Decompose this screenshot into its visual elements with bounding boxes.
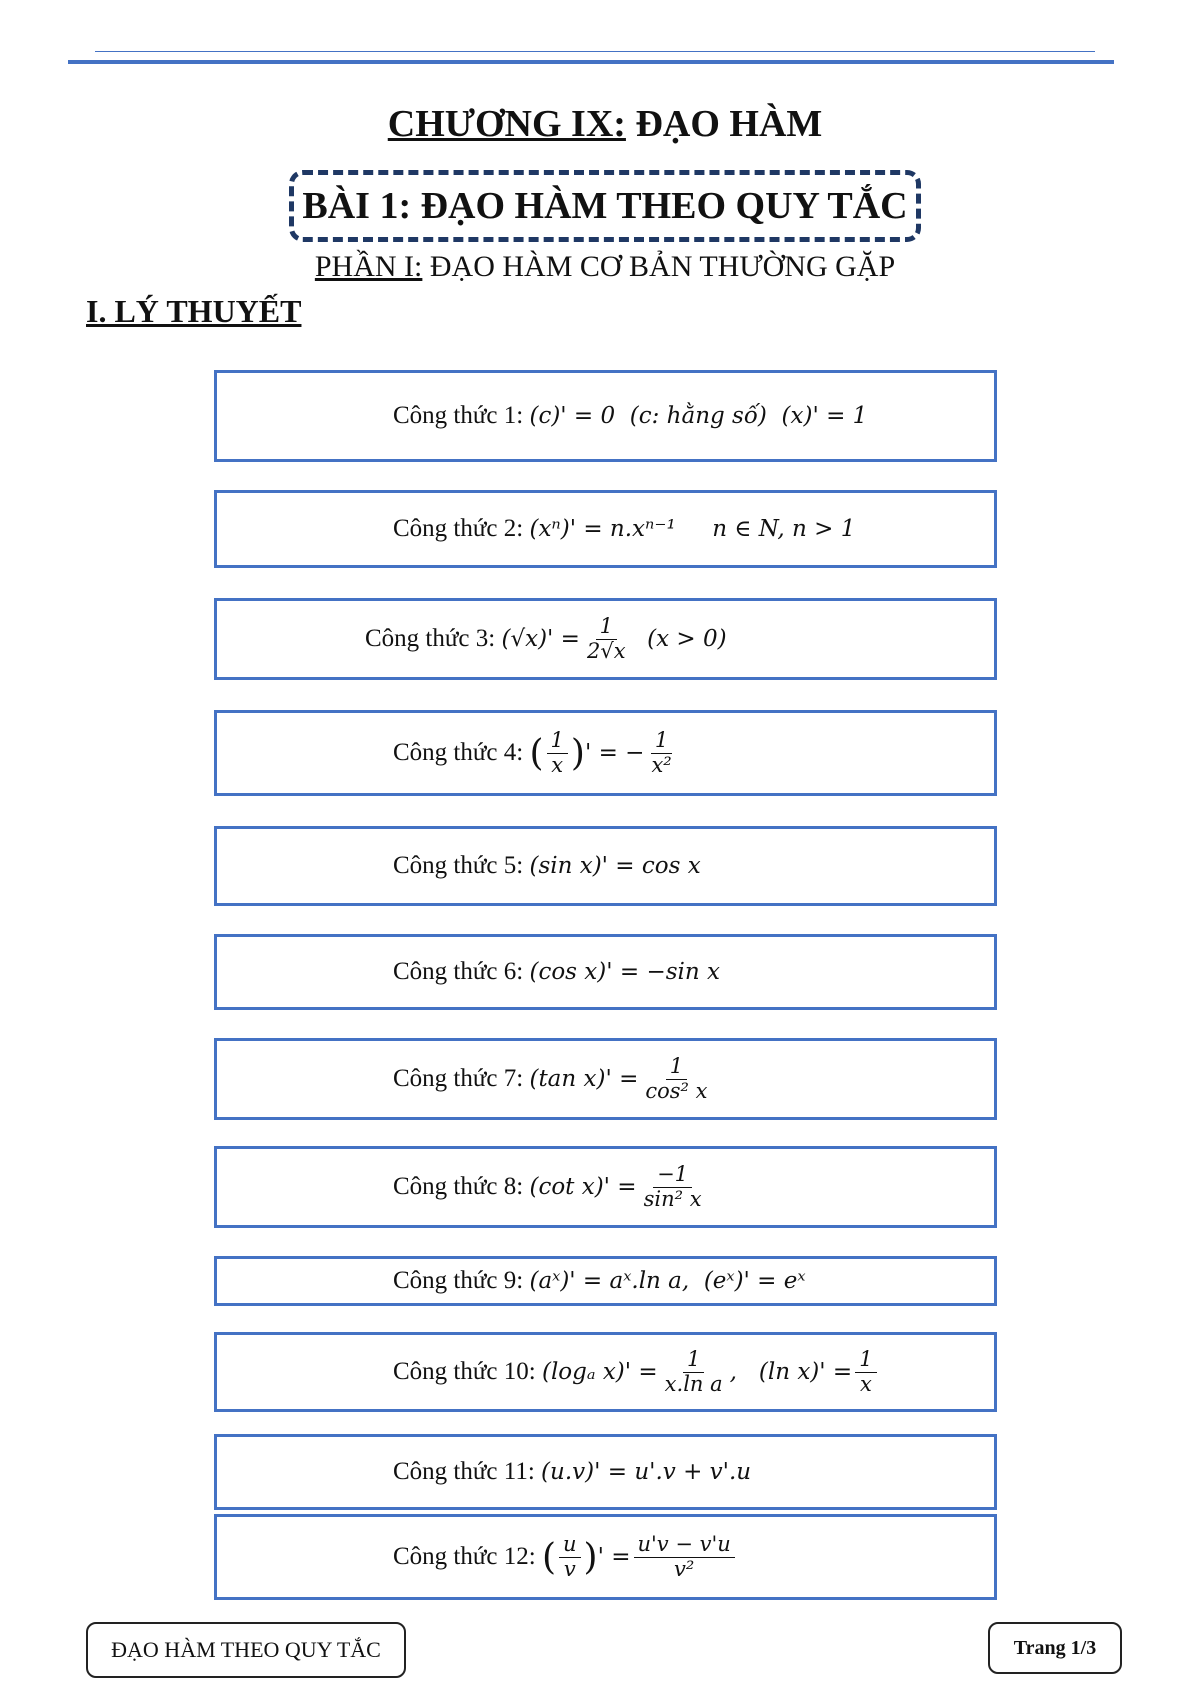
formula-label: Công thức 3: <box>365 625 496 652</box>
fraction-numerator: 1 <box>547 729 568 753</box>
formula-label: Công thức 7: <box>393 1065 524 1092</box>
formula-lhs: (cot x)' = <box>529 1174 637 1200</box>
formula-expression: ( $\frac{1}{x}$ ) ' = − $\frac{1}{\text{x²}}$ <box>529 729 678 776</box>
formula-box-2 <box>214 490 997 568</box>
fraction-denominator: x <box>859 1371 872 1396</box>
formula-fraction <box>583 615 630 662</box>
formula-box-3 <box>214 598 997 680</box>
formula-expression <box>529 1055 714 1102</box>
formula-box-1 <box>214 370 997 462</box>
fraction-denominator: x.ln a <box>664 1371 723 1396</box>
formula-expression <box>501 615 726 662</box>
formula-middle: , (ln x)' = <box>729 1359 853 1385</box>
section-title: I. LÝ THUYẾT <box>86 293 302 329</box>
formula-label: Công thức 6: <box>393 958 524 985</box>
formula-expression: (cos x)' = −sin x <box>529 959 720 985</box>
fraction-denominator: v² <box>673 1556 695 1581</box>
formula-box-10 <box>214 1332 997 1412</box>
fraction-denominator: sin² x <box>643 1186 702 1211</box>
formula-expression <box>529 1163 708 1210</box>
fraction-denominator: x² <box>651 752 672 777</box>
formula-middle: ' = − <box>584 740 645 766</box>
footer-title-box <box>86 1622 406 1678</box>
part-label: PHẦN I: <box>314 250 423 283</box>
fraction-denominator: cos² x <box>645 1078 708 1103</box>
page-number: Trang 1/3 <box>1013 1636 1097 1659</box>
formula-fraction <box>647 729 675 776</box>
formula-label: Công thức 12: <box>393 1543 536 1570</box>
formula-fraction <box>634 1533 735 1580</box>
formula-lhs: (logₐ x)' = <box>541 1359 658 1385</box>
formula-label: Công thức 4: <box>393 739 524 766</box>
formula-fraction <box>641 1055 711 1102</box>
fraction-numerator: u'v − v'u <box>634 1533 735 1557</box>
formula-lhs: (√x)' = <box>501 626 580 652</box>
formula-lhs: (tan x)' = <box>529 1066 639 1092</box>
fraction-numerator: 1 <box>596 615 617 639</box>
formula-label: Công thức 11: <box>393 1458 535 1485</box>
formula-fraction <box>661 1348 727 1395</box>
header-rule-thick <box>68 60 1114 64</box>
formula-box-5 <box>214 826 997 906</box>
header-rule-thin <box>95 51 1095 52</box>
fraction-numerator: u <box>559 1533 581 1557</box>
formula-box-8 <box>214 1146 997 1228</box>
part-title: ĐẠO HÀM CƠ BẢN THƯỜNG GẶP <box>429 250 896 283</box>
formula-box-9 <box>214 1256 997 1306</box>
formula-expression: (xⁿ)' = n.xⁿ⁻¹ n ∈ N, n > 1 <box>529 516 856 542</box>
lesson-title-box <box>289 170 921 242</box>
fraction-numerator: 1 <box>666 1055 687 1079</box>
fraction-numerator: −1 <box>653 1163 692 1187</box>
formula-fraction-lhs <box>559 1533 581 1580</box>
fraction-numerator: 1 <box>683 1348 704 1372</box>
formula-box-4 <box>214 710 997 796</box>
formula-middle: ' = <box>597 1544 631 1570</box>
formula-box-6 <box>214 934 997 1010</box>
chapter-title: ĐẠO HÀM <box>635 103 823 145</box>
formula-label: Công thức 9: <box>393 1267 524 1294</box>
fraction-denominator: v <box>563 1556 576 1581</box>
formula-fraction-2 <box>855 1348 876 1395</box>
formula-fraction-lhs <box>547 729 568 776</box>
formula-label: Công thức 2: <box>393 515 524 542</box>
formula-expression: (sin x)' = cos x <box>529 853 701 879</box>
fraction-denominator: 2√x <box>586 638 626 663</box>
formula-label: Công thức 5: <box>393 852 524 879</box>
part-heading <box>0 250 1200 284</box>
formula-expression: (u.v)' = u'.v + v'.u <box>541 1459 752 1485</box>
formula-box-11 <box>214 1434 997 1510</box>
fraction-denominator: x <box>551 752 564 777</box>
formula-expression: ( $\frac{u}{v}$ ) ' = $\frac{u'v - v'u}{\text{v²}}$ <box>542 1533 738 1580</box>
formula-box-12 <box>214 1514 997 1600</box>
fraction-numerator: 1 <box>855 1348 876 1372</box>
formula-label: Công thức 8: <box>393 1173 524 1200</box>
chapter-label: CHƯƠNG IX: <box>387 103 626 145</box>
formula-expression: (c)' = 0 (c: hằng số) (x)' = 1 <box>529 403 868 429</box>
lesson-title: BÀI 1: ĐẠO HÀM THEO QUY TẮC <box>302 185 908 227</box>
chapter-heading <box>0 102 1200 146</box>
formula-label: Công thức 1: <box>393 402 524 429</box>
fraction-numerator: 1 <box>651 729 672 753</box>
formula-label: Công thức 10: <box>393 1358 536 1385</box>
footer-title: ĐẠO HÀM THEO QUY TẮC <box>111 1637 381 1662</box>
formula-box-7 <box>214 1038 997 1120</box>
page-number-box <box>988 1622 1122 1674</box>
formula-expression <box>542 1348 880 1395</box>
formula-expression: (aˣ)' = aˣ.ln a, (eˣ)' = eˣ <box>529 1268 806 1294</box>
formula-fraction <box>640 1163 706 1210</box>
formula-condition: (x > 0) <box>632 626 727 652</box>
